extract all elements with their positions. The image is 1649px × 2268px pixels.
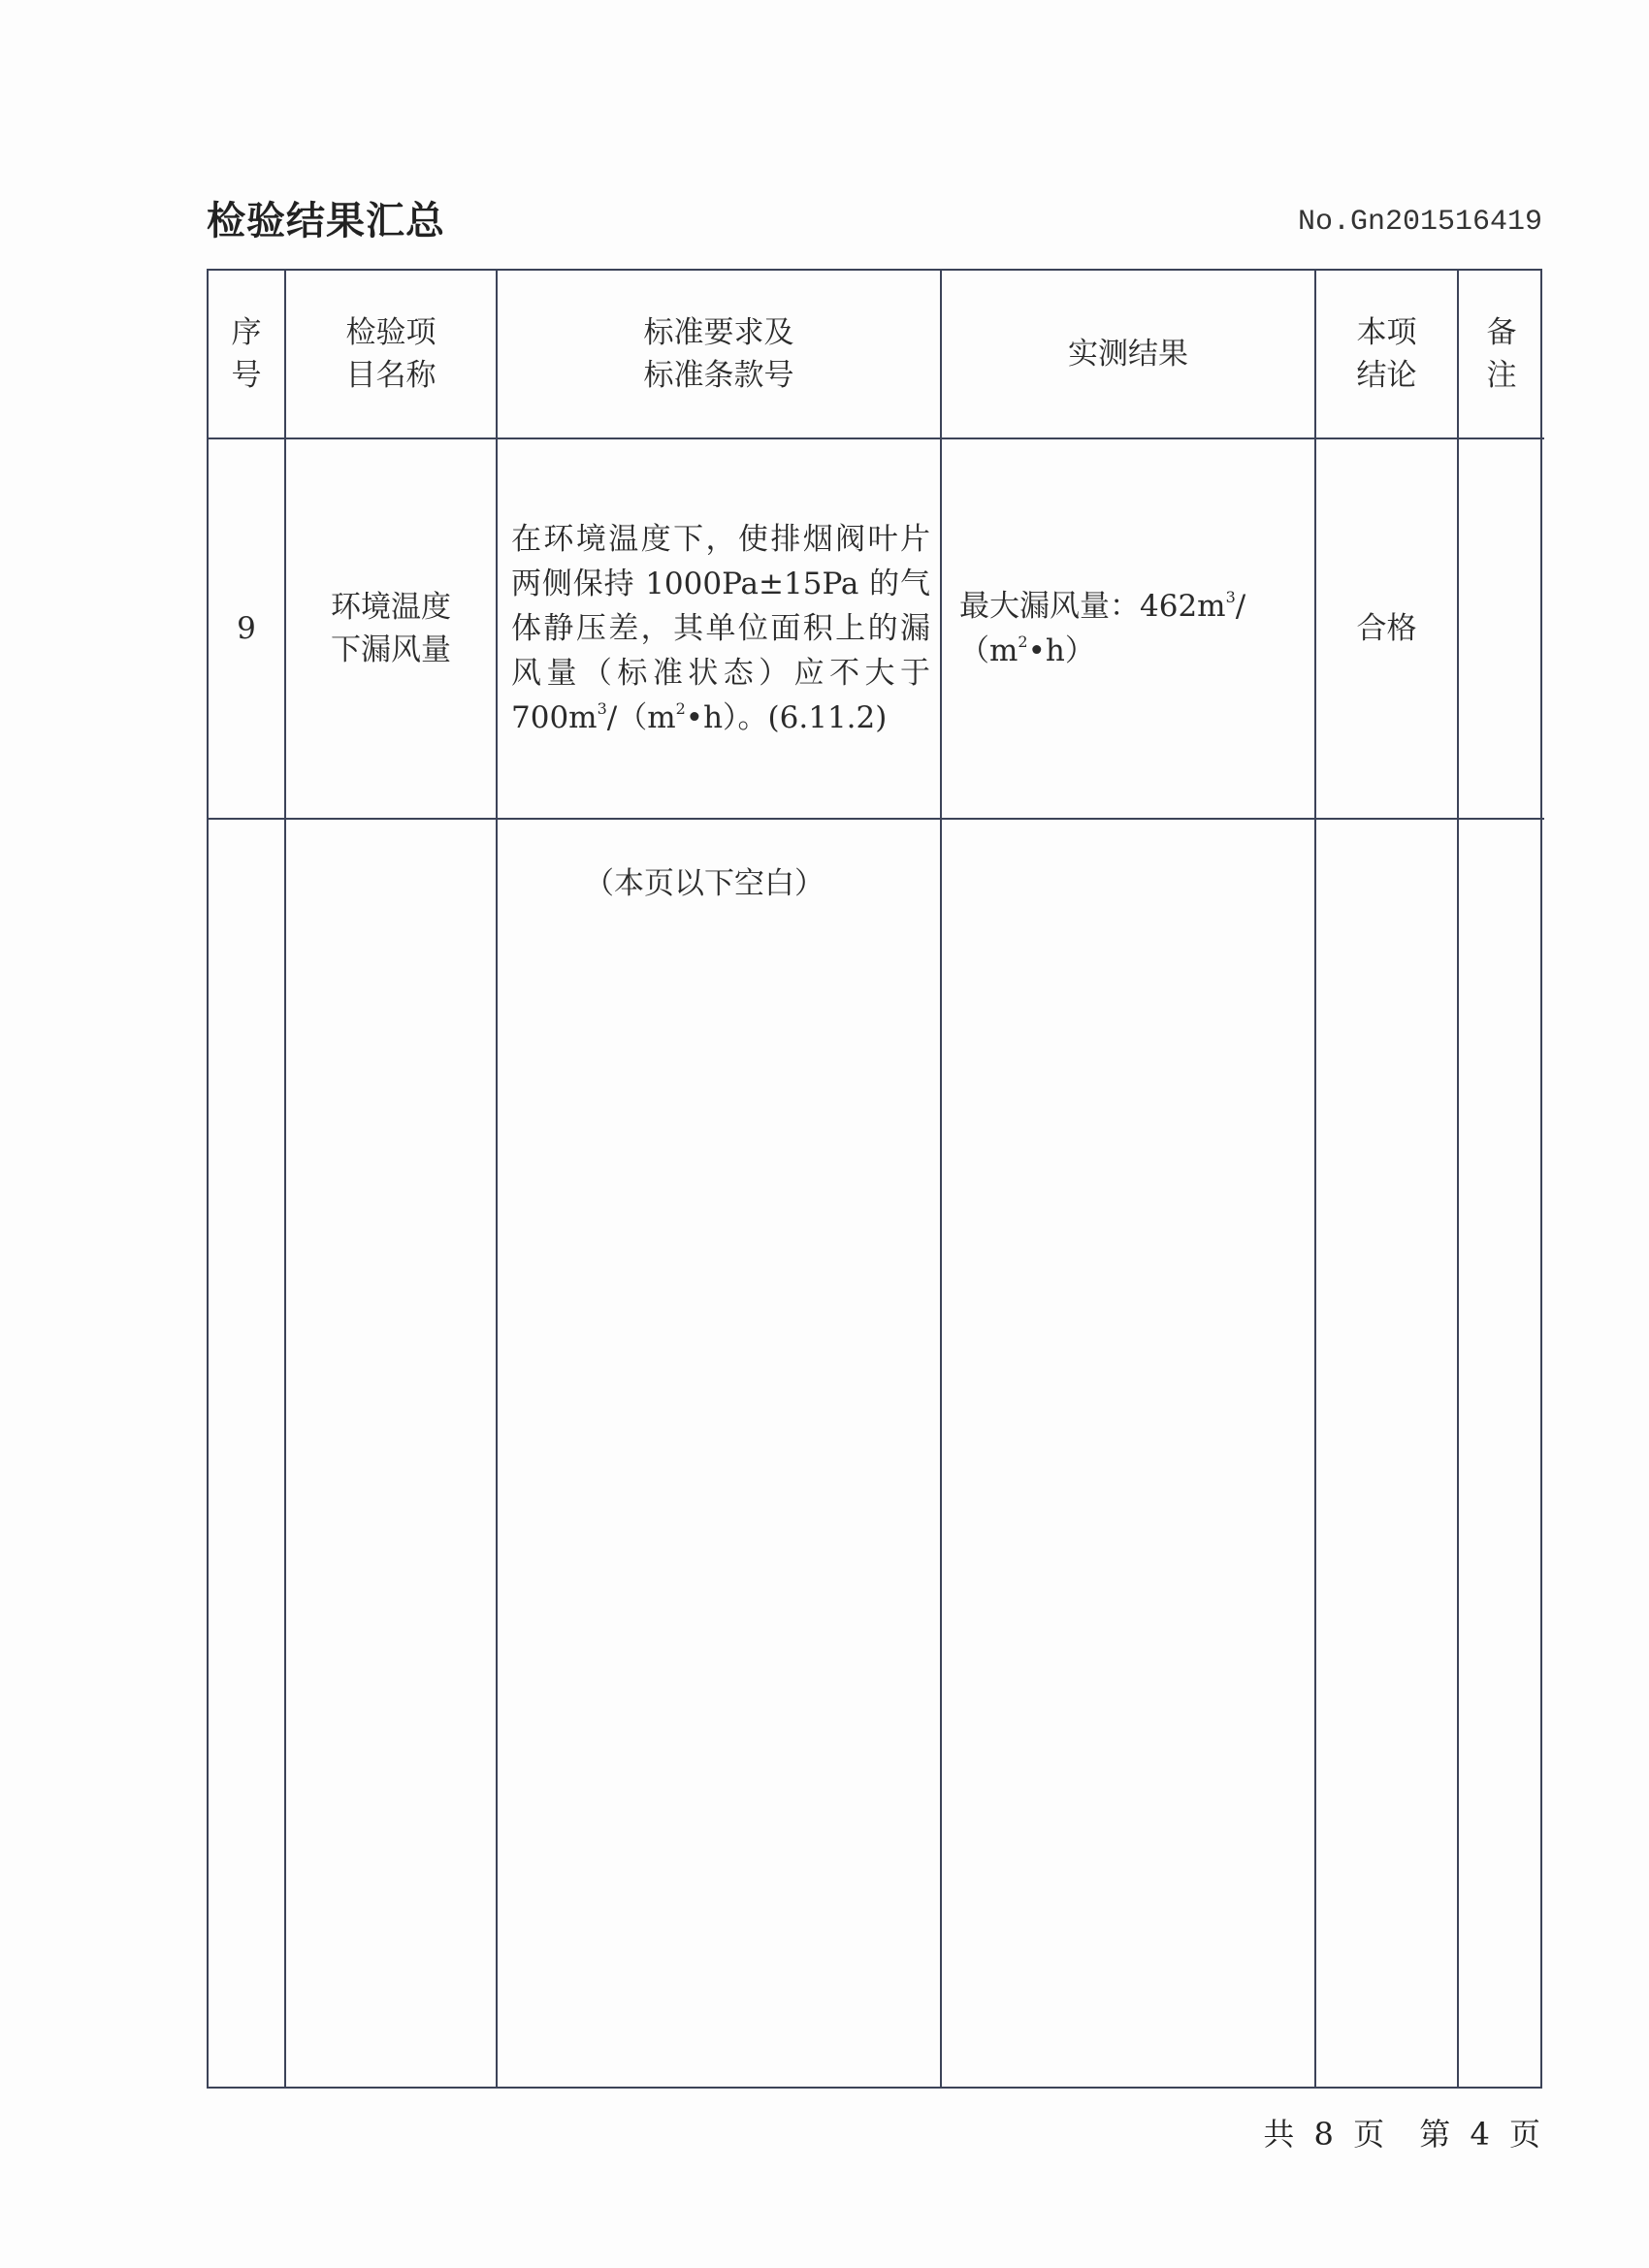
cell-item-line1: 环境温度 — [331, 590, 451, 625]
blank-cell-standard — [497, 819, 941, 2087]
header-standard-line2: 标准条款号 — [643, 358, 794, 393]
header-conclusion — [1315, 271, 1458, 438]
header-standard — [497, 271, 941, 438]
header-result: 实测结果 — [941, 271, 1315, 438]
footer-page-unit: 页 — [1353, 2116, 1387, 2153]
footer-current-unit: 页 — [1508, 2116, 1542, 2153]
table-row — [209, 438, 1544, 819]
result-text-mid: /（m — [959, 589, 1246, 668]
blank-cell-conclusion — [1315, 819, 1458, 2087]
header-item-line2: 目名称 — [345, 358, 436, 393]
header-item-line1: 检验项 — [345, 315, 436, 350]
table-row-blank — [209, 819, 1544, 2087]
header-seq — [209, 271, 285, 438]
header-conclusion-line2: 结论 — [1356, 358, 1417, 393]
result-text-end: •h） — [1027, 633, 1095, 668]
footer-current-page: 4 — [1470, 2116, 1492, 2153]
result-sup-cubic: 3 — [1225, 588, 1236, 606]
page-footer — [1257, 2110, 1542, 2155]
header-item — [285, 271, 497, 438]
standard-text-end: •h）。(6.11.2) — [685, 700, 888, 735]
cell-item-line2: 下漏风量 — [331, 632, 451, 667]
cell-result — [941, 438, 1315, 819]
cell-conclusion: 合格 — [1315, 438, 1458, 819]
header-seq-line2: 号 — [231, 358, 262, 393]
standard-text-mid: /（m — [606, 700, 676, 735]
report-number: No.Gn201516419 — [1297, 206, 1542, 239]
blank-cell-seq — [209, 819, 285, 2087]
cell-item — [285, 438, 497, 819]
page-title: 检验结果汇总 — [207, 199, 445, 243]
result-sup-square: 2 — [1018, 632, 1028, 651]
result-text-main: 最大漏风量：462m — [959, 589, 1226, 624]
standard-sup-cubic: 3 — [597, 699, 607, 718]
header-standard-line1: 标准要求及 — [643, 315, 794, 350]
header-conclusion-line1: 本项 — [1356, 315, 1417, 350]
cell-standard — [497, 438, 941, 819]
header-remark-line2: 注 — [1486, 358, 1517, 393]
blank-page-note: （本页以下空白） — [584, 866, 824, 901]
footer-current-label: 第 — [1419, 2116, 1453, 2153]
footer-total-pages: 8 — [1313, 2116, 1336, 2153]
header-remark-line1: 备 — [1486, 315, 1517, 350]
blank-cell-remark — [1458, 819, 1544, 2087]
footer-total-label: 共 — [1263, 2116, 1297, 2153]
header-remark — [1458, 271, 1544, 438]
blank-cell-result — [941, 819, 1315, 2087]
results-table — [207, 269, 1542, 2089]
cell-seq: 9 — [209, 438, 285, 819]
header-seq-line1: 序 — [231, 315, 262, 350]
table-header-row — [209, 271, 1544, 438]
cell-remark — [1458, 438, 1544, 819]
blank-cell-item — [285, 819, 497, 2087]
standard-sup-square: 2 — [675, 699, 686, 718]
standard-text-main: 在环境温度下，使排烟阀叶片两侧保持 1000Pa±15Pa 的气体静压差，其单位面积上的漏风量（标准状态）应不大于700m — [511, 522, 930, 735]
